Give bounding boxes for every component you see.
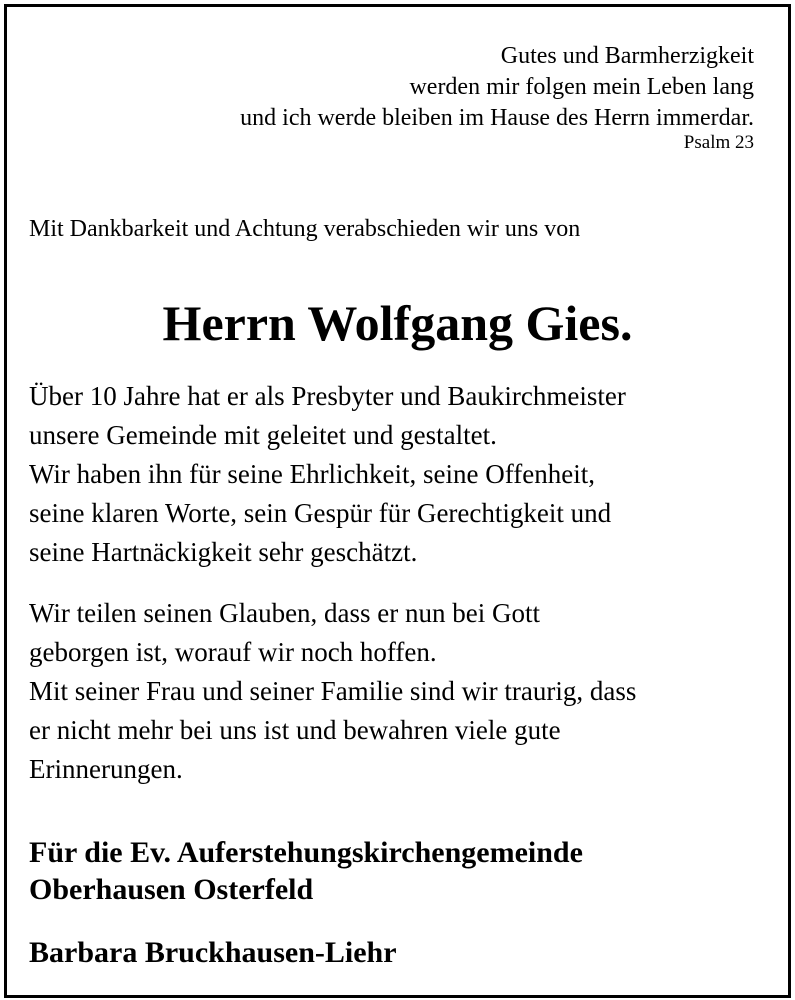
deceased-name: Herrn Wolfgang Gies. [162,295,633,351]
psalm-line: werden mir folgen mein Leben lang [409,74,754,100]
obituary-notice [4,4,791,998]
paragraph-line: Wir haben ihn für seine Ehrlichkeit, seine Offenheit, [29,459,595,489]
psalm-line: und ich werde bleiben im Hause des Herrn immerdar. [240,105,754,131]
organization-signature [29,834,583,908]
paragraph-line: Mit seiner Frau und seiner Familie sind wir traurig, dass [29,676,637,706]
psalm-line: Gutes und Barmherzigkeit [500,43,754,69]
paragraph-line: unsere Gemeinde mit geleitet und gestaltet. [29,420,497,450]
organization-line: Für die Ev. Auferstehungskirchengemeinde [29,836,583,869]
paragraph-line: geborgen ist, worauf wir noch hoffen. [29,637,437,667]
signatory-name: Barbara Bruckhausen-Liehr [29,936,397,969]
psalm-reference: Psalm 23 [683,132,754,153]
paragraph-line: seine klaren Worte, sein Gespür für Gerechtigkeit und [29,498,612,528]
organization-line: Oberhausen Osterfeld [29,873,314,906]
paragraph-line: Erinnerungen. [29,754,183,784]
paragraph-line: seine Hartnäckigkeit sehr geschätzt. [29,537,418,567]
paragraph-line: er nicht mehr bei uns ist und bewahren viele gute [29,715,561,745]
tribute-paragraph [29,377,626,572]
psalm-quote [240,41,754,154]
person-signature [29,934,397,971]
intro-text: Mit Dankbarkeit und Achtung verabschieden wir uns von [29,216,581,242]
paragraph-line: Über 10 Jahre hat er als Presbyter und Baukirchmeister [29,381,626,411]
condolence-paragraph [29,594,636,789]
paragraph-line: Wir teilen seinen Glauben, dass er nun bei Gott [29,598,541,628]
